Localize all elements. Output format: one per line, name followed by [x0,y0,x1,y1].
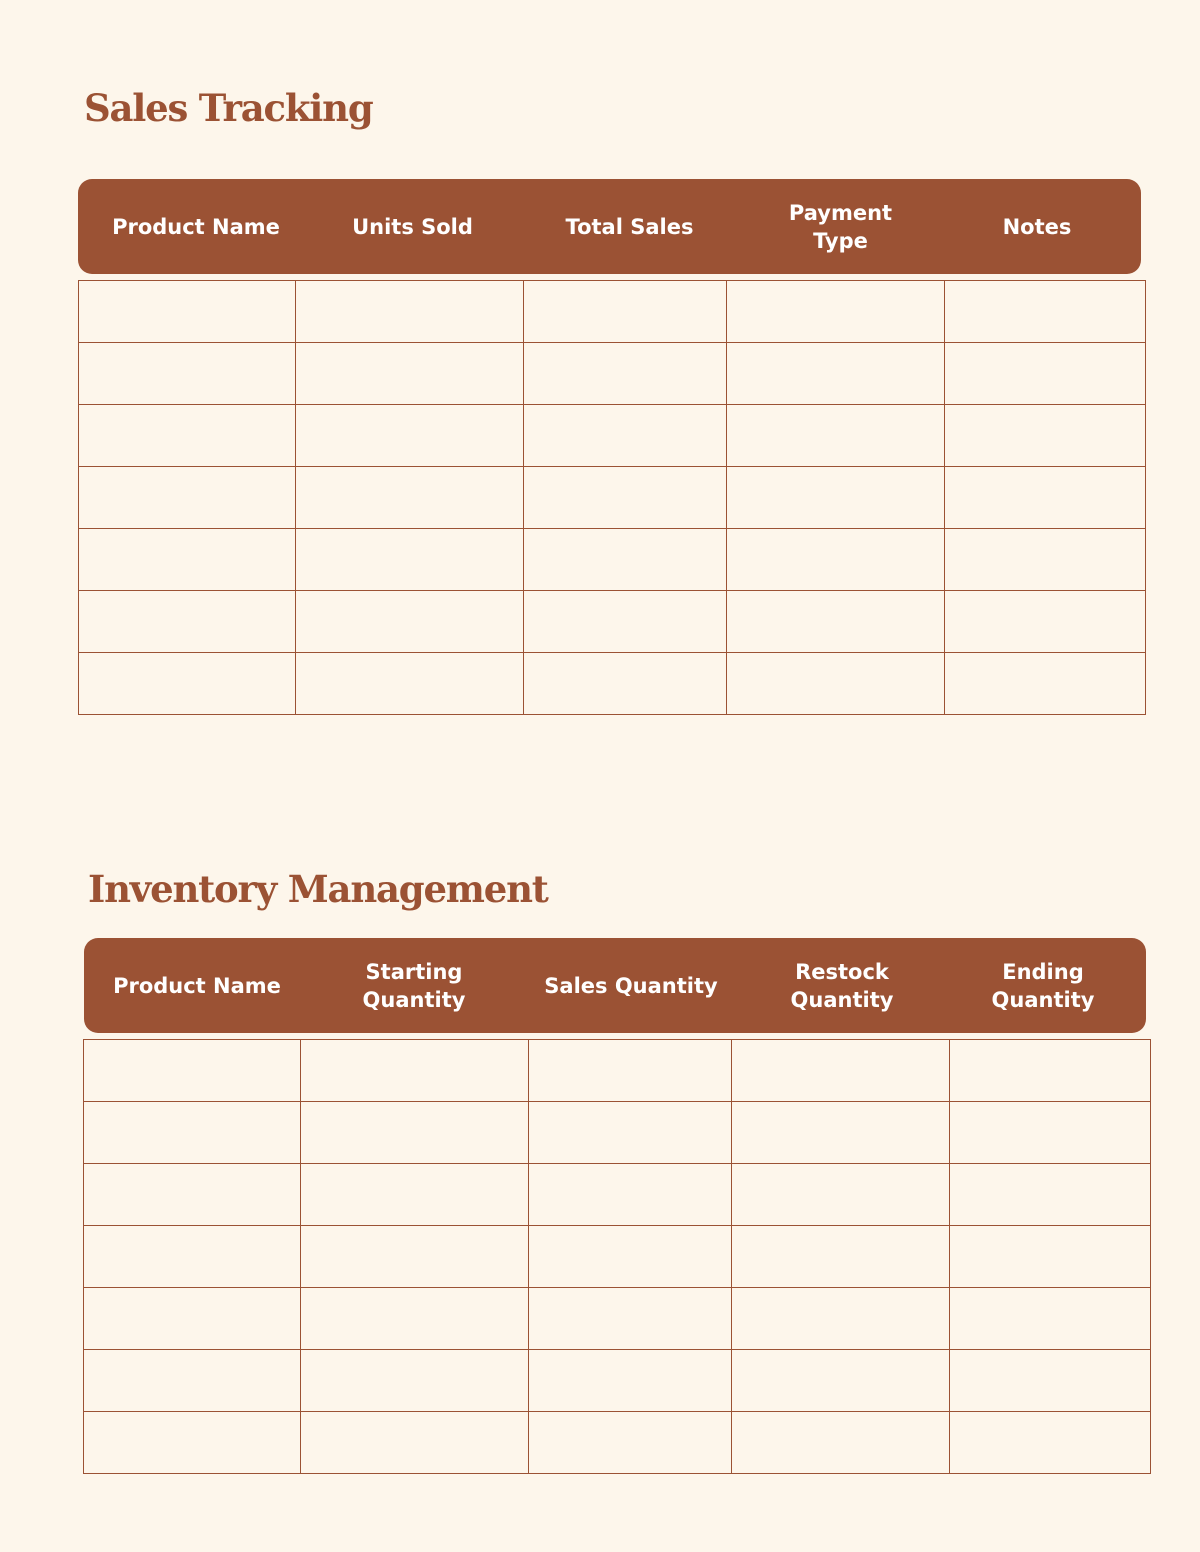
table-cell[interactable] [727,405,945,467]
table-cell[interactable] [529,1288,732,1350]
header-starting-quantity: Starting Quantity [362,959,466,1012]
table-row [84,1350,1151,1412]
table-cell[interactable] [524,343,727,405]
table-cell[interactable] [296,591,524,653]
table-cell[interactable] [84,1102,301,1164]
table-cell[interactable] [950,1412,1151,1474]
table-cell[interactable] [945,467,1146,529]
table-cell[interactable] [296,405,524,467]
table-cell[interactable] [84,1226,301,1288]
table-cell[interactable] [84,1288,301,1350]
table-row [79,591,1146,653]
table-row [84,1164,1151,1226]
header-notes: Notes [1002,214,1072,239]
sales-tracking-title: Sales Tracking [84,86,373,130]
table-cell[interactable] [727,467,945,529]
inventory-management-table [83,1039,1151,1474]
table-cell[interactable] [301,1102,529,1164]
table-cell[interactable] [945,281,1146,343]
table-row [84,1226,1151,1288]
table-cell[interactable] [950,1102,1151,1164]
table-cell[interactable] [732,1226,950,1288]
table-cell[interactable] [84,1164,301,1226]
table-row [79,343,1146,405]
inventory-management-title: Inventory Management [88,867,548,911]
table-cell[interactable] [950,1350,1151,1412]
table-row [84,1412,1151,1474]
table-row [84,1040,1151,1102]
table-cell[interactable] [524,529,727,591]
table-cell[interactable] [529,1102,732,1164]
table-cell[interactable] [296,281,524,343]
table-cell[interactable] [296,653,524,715]
header-product-name: Product Name [112,214,280,239]
table-cell[interactable] [79,343,296,405]
table-cell[interactable] [732,1164,950,1226]
sales-tracking-header [78,179,1141,274]
table-cell[interactable] [296,467,524,529]
table-cell[interactable] [301,1164,529,1226]
table-cell[interactable] [950,1164,1151,1226]
table-cell[interactable] [79,281,296,343]
table-cell[interactable] [732,1040,950,1102]
table-cell[interactable] [727,281,945,343]
table-cell[interactable] [950,1040,1151,1102]
header-restock-quantity: Restock Quantity [790,959,894,1012]
header-product-name: Product Name [113,973,281,998]
table-cell[interactable] [301,1412,529,1474]
table-row [79,529,1146,591]
header-sales-quantity: Sales Quantity [544,973,718,998]
table-cell[interactable] [732,1102,950,1164]
table-cell[interactable] [79,405,296,467]
header-units-sold: Units Sold [352,214,473,239]
table-cell[interactable] [79,467,296,529]
table-cell[interactable] [524,591,727,653]
table-cell[interactable] [524,405,727,467]
table-row [84,1102,1151,1164]
table-cell[interactable] [524,653,727,715]
table-cell[interactable] [945,529,1146,591]
table-cell[interactable] [84,1040,301,1102]
table-cell[interactable] [727,653,945,715]
table-cell[interactable] [950,1226,1151,1288]
table-cell[interactable] [529,1040,732,1102]
table-cell[interactable] [732,1350,950,1412]
table-row [79,653,1146,715]
table-cell[interactable] [529,1412,732,1474]
table-cell[interactable] [301,1040,529,1102]
table-cell[interactable] [79,591,296,653]
table-cell[interactable] [945,405,1146,467]
table-cell[interactable] [727,529,945,591]
table-cell[interactable] [732,1288,950,1350]
table-cell[interactable] [732,1412,950,1474]
table-cell[interactable] [727,343,945,405]
table-cell[interactable] [529,1226,732,1288]
table-cell[interactable] [524,281,727,343]
table-cell[interactable] [945,343,1146,405]
table-cell[interactable] [79,529,296,591]
table-cell[interactable] [296,343,524,405]
table-cell[interactable] [945,653,1146,715]
table-cell[interactable] [945,591,1146,653]
sales-tracking-table [78,280,1146,715]
table-cell[interactable] [84,1412,301,1474]
table-cell[interactable] [301,1288,529,1350]
table-row [79,467,1146,529]
table-cell[interactable] [79,653,296,715]
table-row [84,1288,1151,1350]
table-cell[interactable] [727,591,945,653]
table-row [79,405,1146,467]
table-row [79,281,1146,343]
table-cell[interactable] [301,1350,529,1412]
table-cell[interactable] [524,467,727,529]
table-cell[interactable] [296,529,524,591]
header-ending-quantity: Ending Quantity [991,959,1095,1012]
table-cell[interactable] [301,1226,529,1288]
table-cell[interactable] [950,1288,1151,1350]
inventory-management-header [84,938,1146,1033]
header-payment-type: Payment Type [788,200,893,253]
header-total-sales: Total Sales [565,214,694,239]
table-cell[interactable] [529,1350,732,1412]
table-cell[interactable] [84,1350,301,1412]
table-cell[interactable] [529,1164,732,1226]
